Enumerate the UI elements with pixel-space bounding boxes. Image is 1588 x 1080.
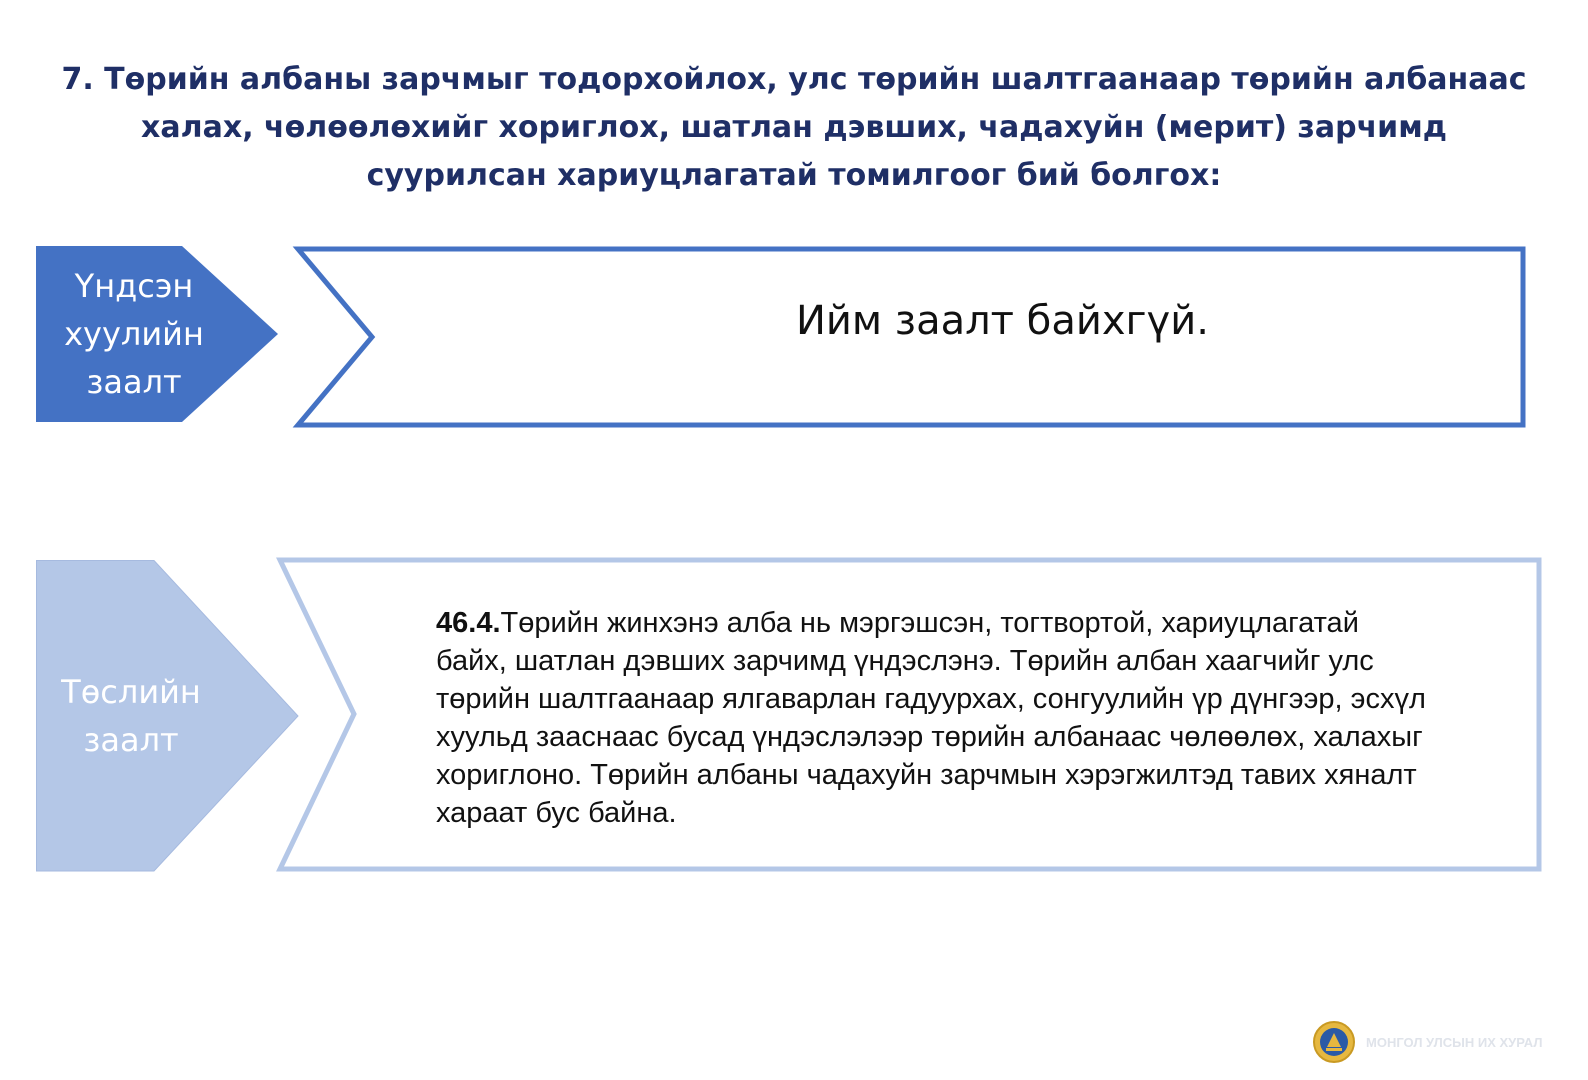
slide-title-line-3: суурилсан хариуцлагатай томилгоог бий болгох:: [366, 158, 1222, 193]
constitution-content-text: Ийм заалт байхгүй.: [796, 298, 1209, 344]
constitution-label-line-3: заалт: [86, 363, 182, 401]
draft-label-line-2: заалт: [83, 721, 179, 759]
draft-article-text: [436, 604, 1528, 832]
article-number: 46.4.: [436, 607, 501, 639]
draft-label-line-1: Төслийн: [61, 673, 201, 711]
slide-title-line-1: 7. Төрийн албаны зарчмыг тодорхойлох, улс төрийн шалтгаанаар төрийн албанаас: [61, 62, 1527, 97]
article-line-6: хараат бус байна.: [436, 797, 677, 829]
draft-label-chevron: [36, 560, 300, 872]
article-line-2: байх, шатлан дэвших зарчимд үндэслэнэ. Төрийн албан хаагчийг улс: [436, 645, 1374, 677]
state-emblem-icon: [1312, 1020, 1356, 1064]
article-line-1: 46.4.Төрийн жинхэнэ алба нь мэргэшсэн, тогтвортой, хариуцлагатай: [436, 607, 1359, 639]
constitution-label: [36, 246, 232, 422]
constitution-label-chevron: [36, 246, 280, 422]
watermark-text: МОНГОЛ УЛСЫН ИХ ХУРАЛ: [1366, 1034, 1543, 1050]
article-line-5: хориглоно. Төрийн албаны чадахуйн зарчмын хэрэгжилтэд тавих хяналт: [436, 759, 1417, 791]
slide-title-line-2: халах, чөлөөлөхийг хориглох, шатлан дэвших, чадахуйн (мерит) зарчимд: [141, 110, 1447, 145]
parliament-watermark: [1312, 1018, 1584, 1066]
constitution-label-line-2: хуулийн: [64, 315, 204, 353]
article-line-3: төрийн шалтгаанаар ялгаварлан гадуурхах, сонгуулийн үр дүнгээр, эсхүл: [436, 683, 1426, 715]
constitution-label-line-1: Үндсэн: [74, 267, 194, 305]
draft-label: [36, 560, 226, 872]
article-line-4: хуульд зааснаас бусад үндэслэлээр төрийн албанаас чөлөөлөх, халахыг: [436, 721, 1423, 753]
slide-title: [40, 56, 1548, 200]
